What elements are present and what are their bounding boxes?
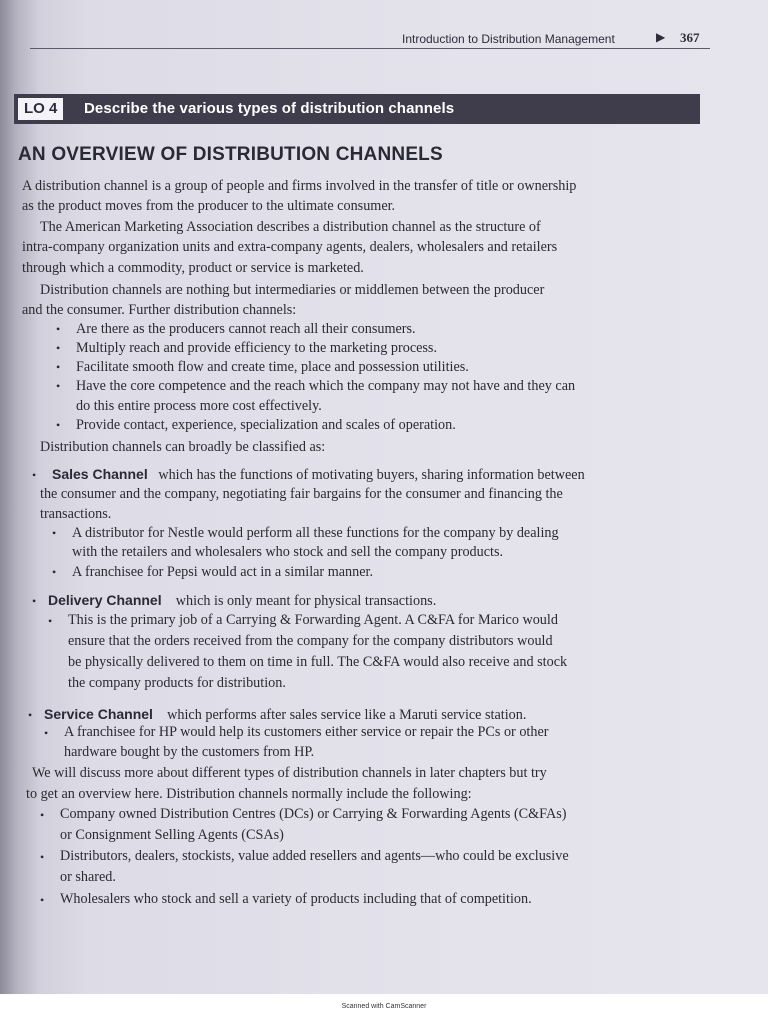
text-span: which is only meant for physical transactions. <box>175 593 437 609</box>
bullet-icon: • <box>56 322 61 336</box>
list-item: Facilitate smooth flow and create time, place and possession utilities. <box>76 359 469 375</box>
running-header <box>400 30 710 50</box>
bullet-icon: • <box>52 565 57 579</box>
list-item-continued: or shared. <box>60 869 116 885</box>
list-item-continued: hardware bought by the customers from HP. <box>64 744 315 760</box>
list-item-continued: do this entire process more cost effectively. <box>76 398 322 414</box>
service-channel-line <box>44 705 526 724</box>
text-line: the consumer and the company, negotiating fair bargains for the consumer and financing the <box>40 486 563 502</box>
list-item: Are there as the producers cannot reach all their consumers. <box>76 321 416 337</box>
bullet-icon: • <box>48 614 53 628</box>
scanner-watermark: Scanned with CamScanner <box>341 1003 427 1010</box>
text-line: A distribution channel is a group of people and firms involved in the transfer of title or ownership <box>22 178 577 194</box>
text-span: which performs after sales service like a Maruti service station. <box>167 707 527 723</box>
subheading-delivery-channel: Delivery Channel <box>48 592 162 608</box>
bullet-icon: • <box>56 360 61 374</box>
text-line: The American Marketing Association describes a distribution channel as the structure of <box>40 219 541 235</box>
bullet-icon: • <box>40 808 45 822</box>
text-line: We will discuss more about different types of distribution channels in later chapters but try <box>32 765 547 781</box>
list-item-continued: or Consignment Selling Agents (CSAs) <box>60 827 284 843</box>
text-span: which has the functions of motivating buyers, sharing information between <box>158 467 585 483</box>
list-item-continued: ensure that the orders received from the company for the company distributors would <box>68 633 553 649</box>
bullet-icon: • <box>32 594 37 608</box>
bullet-icon: • <box>32 468 37 482</box>
text-line: through which a commodity, product or service is marketed. <box>22 260 364 276</box>
text-line: transactions. <box>40 506 112 522</box>
text-line: Distribution channels are nothing but intermediaries or middlemen between the producer <box>40 282 545 298</box>
list-item: This is the primary job of a Carrying & Forwarding Agent. A C&FA for Marico would <box>68 612 558 628</box>
delivery-channel-line <box>48 591 436 610</box>
list-item-continued: the company products for distribution. <box>68 675 286 691</box>
header-title: Introduction to Distribution Management <box>402 32 615 46</box>
list-item-continued: with the retailers and wholesalers who stock and sell the company products. <box>72 544 504 560</box>
subheading-sales-channel: Sales Channel <box>52 466 148 482</box>
bullet-icon: • <box>28 708 33 722</box>
play-triangle-icon: ▶ <box>656 30 666 44</box>
text-line: and the consumer. Further distribution channels: <box>22 302 297 318</box>
list-item: Provide contact, experience, specialization and scales of operation. <box>76 417 456 433</box>
lo-text: Describe the various types of distribution channels <box>84 100 455 117</box>
subheading-service-channel: Service Channel <box>44 706 153 722</box>
page-number: 367 <box>680 30 700 45</box>
list-item: Wholesalers who stock and sell a variety of products including that of competition. <box>60 891 532 907</box>
header-rule <box>30 48 710 49</box>
text-line: to get an overview here. Distribution channels normally include the following: <box>26 786 472 802</box>
text-line: Distribution channels can broadly be classified as: <box>40 439 326 455</box>
list-item: Company owned Distribution Centres (DCs) or Carrying & Forwarding Agents (C&FAs) <box>60 806 567 822</box>
list-item: Have the core competence and the reach which the company may not have and they can <box>76 378 576 394</box>
list-item-continued: be physically delivered to them on time in full. The C&FA would also receive and stock <box>68 654 568 670</box>
text-line: intra-company organization units and extra-company agents, dealers, wholesalers and retailers <box>22 239 558 255</box>
list-item: A franchisee for HP would help its customers either service or repair the PCs or other <box>64 724 549 740</box>
bullet-icon: • <box>44 726 49 740</box>
list-item: A franchisee for Pepsi would act in a similar manner. <box>72 564 374 580</box>
bullet-icon: • <box>52 526 57 540</box>
lo-badge: LO 4 <box>18 98 63 120</box>
section-heading: AN OVERVIEW OF DISTRIBUTION CHANNELS <box>18 144 443 165</box>
learning-objective-bar <box>14 94 700 124</box>
bullet-icon: • <box>40 850 45 864</box>
bullet-icon: • <box>56 341 61 355</box>
list-item: A distributor for Nestle would perform all these functions for the company by dealing <box>72 525 559 541</box>
list-item: Multiply reach and provide efficiency to the marketing process. <box>76 340 438 356</box>
bullet-icon: • <box>56 418 61 432</box>
bullet-icon: • <box>40 893 45 907</box>
list-item: Distributors, dealers, stockists, value added resellers and agents—who could be exclusive <box>60 848 569 864</box>
text-line: as the product moves from the producer to the ultimate consumer. <box>22 198 396 214</box>
sales-channel-line <box>52 465 585 484</box>
bullet-icon: • <box>56 379 61 393</box>
